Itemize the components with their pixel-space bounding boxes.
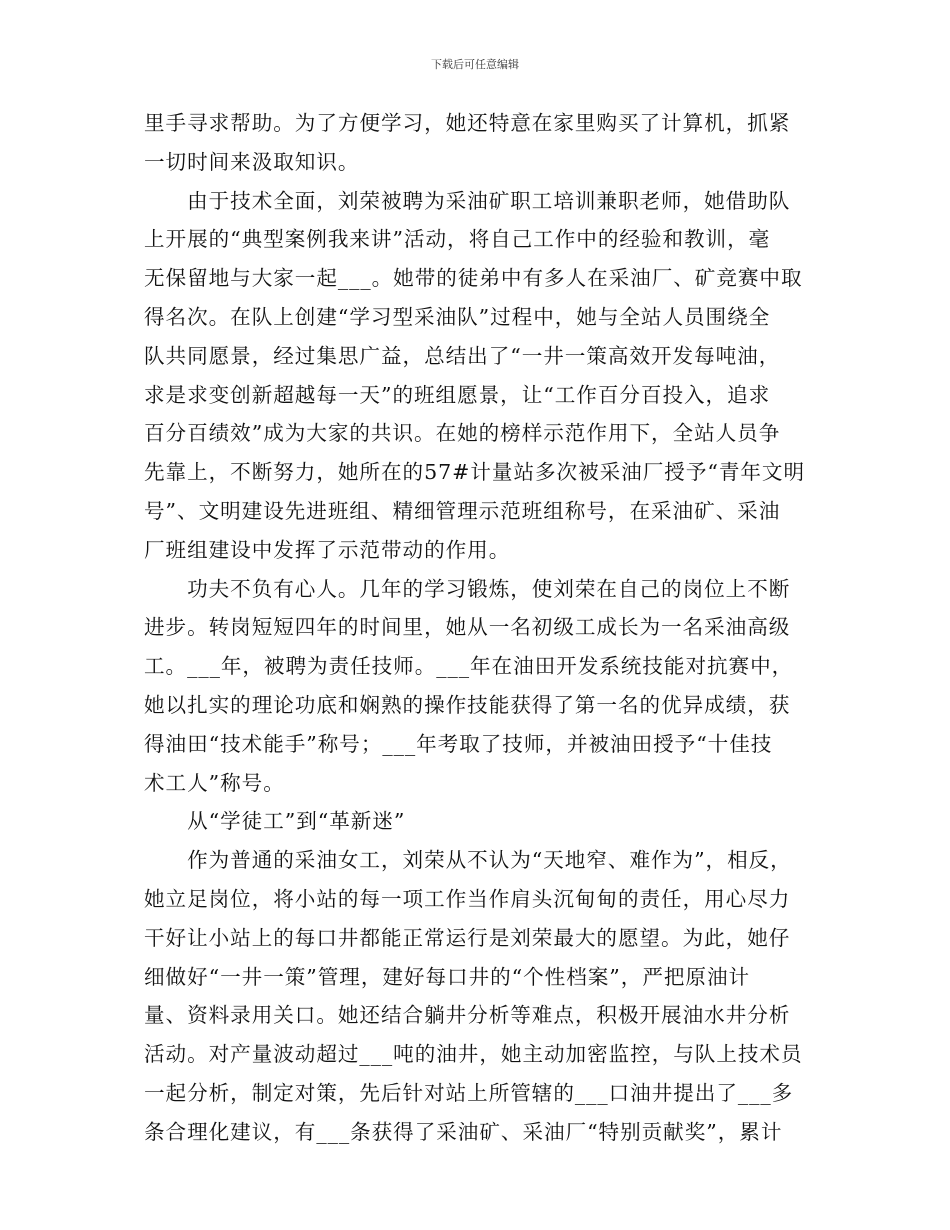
text-line: 上开展的“典型案例我来讲”活动，将自己工作中的经验和教训，毫	[144, 227, 771, 252]
text-line: 得油田“技术能手”称号；___年考取了技师，并被油田授予“十佳技	[144, 731, 773, 756]
text-line: 先靠上，不断努力，她所在的57#计量站多次被采油厂授予“青年文明	[144, 460, 806, 485]
text-line: 干好让小站上的每口井都能正常运行是刘荣最大的愿望。为此，她仔	[144, 925, 791, 950]
text-line: 术工人”称号。	[144, 770, 285, 795]
text-line: 队共同愿景，经过集思广益，总结出了“一井一策高效开发每吨油，	[144, 343, 781, 368]
text-line: 进步。转岗短短四年的时间里，她从一名初级工成长为一名采油高级	[144, 615, 791, 640]
text-line: 细做好“一井一策”管理，建好每口井的“个性档案”，严把原油计	[144, 964, 751, 989]
document-body	[144, 104, 810, 1152]
section-heading: 从“学徒工”到“革新迷”	[144, 809, 406, 834]
text-line: 由于技术全面，刘荣被聘为采油矿职工培训兼职老师，她借助队	[144, 188, 791, 213]
text-line: 一切时间来汲取知识。	[144, 149, 360, 174]
text-line: 她以扎实的理论功底和娴熟的操作技能获得了第一名的优异成绩，获	[144, 692, 791, 717]
text-line: 无保留地与大家一起___。她带的徒弟中有多人在采油厂、矿竞赛中取	[144, 266, 803, 291]
text-line: 工。___年，被聘为责任技师。___年在油田开发系统技能对抗赛中，	[144, 654, 794, 679]
text-line: 一起分析，制定对策，先后针对站上所管辖的___口油井提出了___多	[144, 1080, 794, 1105]
text-line: 作为普通的采油女工，刘荣从不认为“天地窄、难作为”，相反，	[144, 848, 792, 873]
text-line: 百分百绩效”成为大家的共识。在她的榜样示范作用下，全站人员争	[144, 421, 781, 446]
text-line: 得名次。在队上创建“学习型采油队”过程中，她与全站人员围绕全	[144, 304, 771, 329]
text-line: 求是求变创新超越每一天”的班组愿景，让“工作百分百投入，追求	[144, 382, 771, 407]
text-line: 条合理化建议，有___条获得了采油矿、采油厂“特别贡献奖”，累计	[144, 1119, 783, 1144]
text-line: 量、资料录用关口。她还结合躺井分析等难点，积极开展油水井分析	[144, 1003, 791, 1028]
text-line: 她立足岗位，将小站的每一项工作当作肩头沉甸甸的责任，用心尽力	[144, 886, 791, 911]
text-line: 里手寻求帮助。为了方便学习，她还特意在家里购买了计算机，抓紧	[144, 111, 791, 135]
text-line: 功夫不负有心人。几年的学习锻炼，使刘荣在自己的岗位上不断	[144, 576, 791, 601]
text-line: 活动。对产量波动超过___吨的油井，她主动加密监控，与队上技术员	[144, 1042, 803, 1067]
text-line: 厂班组建设中发挥了示范带动的作用。	[144, 537, 511, 562]
page-header-note: 下载后可任意编辑	[431, 58, 519, 71]
text-line: 号”、文明建设先进班组、精细管理示范班组称号，在采油矿、采油	[144, 498, 781, 523]
